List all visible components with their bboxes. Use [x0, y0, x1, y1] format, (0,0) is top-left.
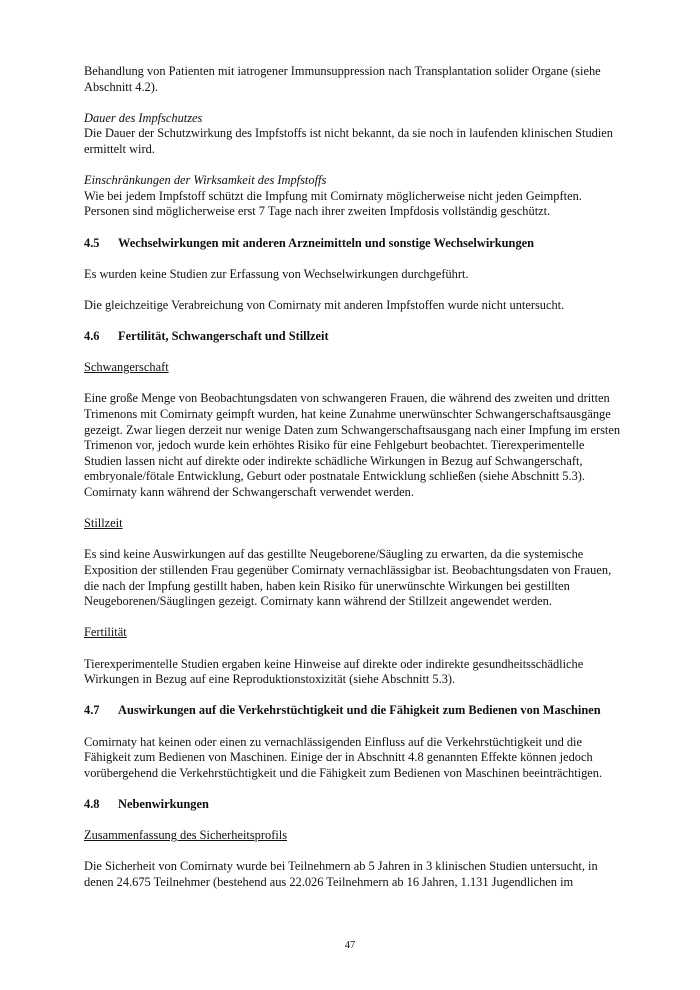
duration-paragraph: Die Dauer der Schutzwirkung des Impfstoffs ist nicht bekannt, da sie noch in laufenden klinischen Studien ermittelt wird.	[84, 126, 614, 156]
section-title: Wechselwirkungen mit anderen Arzneimitteln und sonstige Wechselwirkungen	[118, 235, 535, 250]
section-number: 4.6	[84, 329, 100, 344]
section-title: Auswirkungen auf die Verkehrstüchtigkeit und die Fähigkeit zum Bedienen von Maschinen	[118, 703, 601, 718]
section-4-5-heading	[84, 236, 624, 252]
limits-subheading: Einschränkungen der Wirksamkeit des Impfstoffs	[84, 173, 327, 188]
pregnancy-subheading: Schwangerschaft	[84, 360, 169, 375]
interactions-paragraph-2: Die gleichzeitige Verabreichung von Comirnaty mit anderen Impfstoffen wurde nicht untersucht.	[84, 297, 565, 312]
page-number: 47	[344, 940, 356, 951]
fertility-subheading: Fertilität	[84, 625, 127, 640]
section-4-6-heading	[84, 329, 624, 345]
section-title: Nebenwirkungen	[118, 796, 209, 811]
limits-paragraph: Wie bei jedem Impfstoff schützt die Impfung mit Comirnaty möglicherweise nicht jeden Geimpften. Personen sind möglicherweise erst 7 Tage nach ihrer zweiten Impfdosis vollständig geschützt.	[84, 188, 582, 219]
section-number: 4.8	[84, 796, 100, 811]
section-number: 4.7	[84, 703, 100, 718]
section-number: 4.5	[84, 235, 100, 250]
section-title: Fertilität, Schwangerschaft und Stillzeit	[118, 329, 329, 344]
pregnancy-paragraph: Eine große Menge von Beobachtungsdaten von schwangeren Frauen, die während des zweiten und dritten Trimenons mit Comirnaty geimpft wurden, hat keine Zunahme unerwünschter Schwangerschaftsausgänge gezeigt. Zwar liegen derzeit nur wenige Daten zum Schwangerschaftsausgang nach einer Impfung im ersten Trimenon vor, jedoch wurde kein erhöhtes Risiko für eine Fehlgeburt beobachtet. Tierexperimentelle Studien lassen nicht auf direkte oder indirekte schädliche Wirkungen in Bezug auf Schwangerschaft, embryonale/fötale Entwicklung, Geburt oder postnatale Entwicklung schließen (siehe Abschnitt 5.3). Comirnaty kann während der Schwangerschaft verwendet werden.	[84, 391, 621, 500]
fertility-paragraph: Tierexperimentelle Studien ergaben keine Hinweise auf direkte oder indirekte gesundheitsschädliche Wirkungen in Bezug auf eine Reproduktionstoxizität (siehe Abschnitt 5.3).	[84, 656, 584, 687]
duration-subheading: Dauer des Impfschutzes	[84, 110, 203, 125]
interactions-paragraph-1: Es wurden keine Studien zur Erfassung von Wechselwirkungen durchgeführt.	[84, 266, 469, 281]
section-4-8-heading	[84, 797, 624, 813]
driving-paragraph: Comirnaty hat keinen oder einen zu vernachlässigenden Einfluss auf die Verkehrstüchtigkeit und die Fähigkeit zum Bedienen von Maschinen. Einige der in Abschnitt 4.8 genannten Effekte können jedoch vorübergehend die Verkehrstüchtigkeit und die Fähigkeit zum Bedienen von Maschinen beeinträchtigen.	[84, 734, 603, 780]
section-4-7-heading	[84, 703, 624, 719]
intro-paragraph: Behandlung von Patienten mit iatrogener Immunsuppression nach Transplantation solider Organe (siehe Abschnitt 4.2).	[84, 64, 601, 94]
safety-subheading: Zusammenfassung des Sicherheitsprofils	[84, 828, 288, 843]
lactation-subheading: Stillzeit	[84, 516, 123, 531]
lactation-paragraph: Es sind keine Auswirkungen auf das gestillte Neugeborene/Säugling zu erwarten, da die systemische Exposition der stillenden Frau gegenüber Comirnaty vernachlässigbar ist. Beobachtungsdaten von Frauen, die nach der Impfung gestillt haben, haben kein Risiko für unerwünschte Wirkungen bei gestillten Neugeborenen/Säuglingen gezeigt. Comirnaty kann während der Stillzeit angewendet werden.	[84, 547, 612, 609]
safety-paragraph: Die Sicherheit von Comirnaty wurde bei Teilnehmern ab 5 Jahren in 3 klinischen Studien untersucht, in denen 24.675 Teilnehmer (bestehend aus 22.026 Teilnehmern ab 16 Jahren, 1.131 Jugendlichen im	[84, 859, 598, 889]
document-body	[84, 64, 624, 890]
